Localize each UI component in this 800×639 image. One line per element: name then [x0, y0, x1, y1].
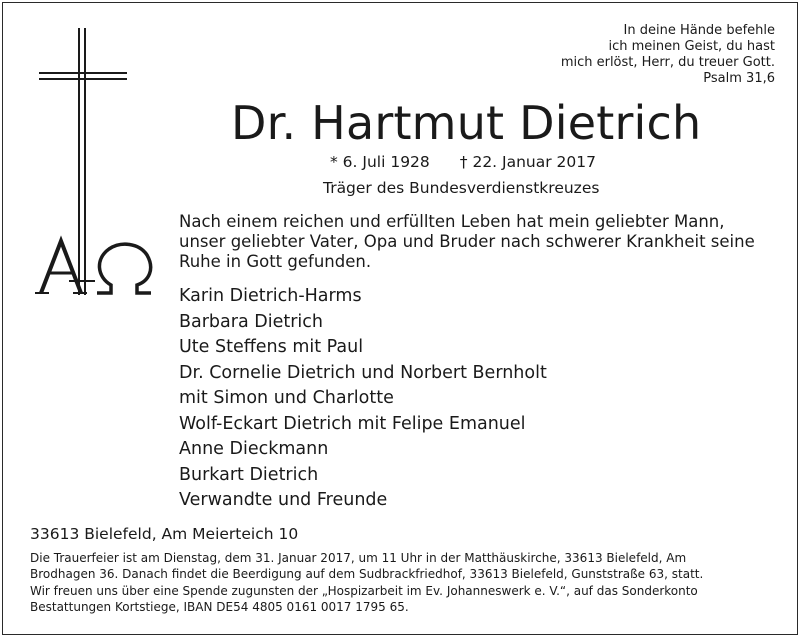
announcement-line: Nach einem reichen und erfüllten Leben hat mein geliebter Mann,: [179, 212, 725, 231]
death-date: † 22. Januar 2017: [459, 153, 596, 171]
award-line: Träger des Bundesverdienstkreuzes: [323, 179, 600, 197]
psalm-verse: [455, 23, 775, 87]
announcement-line: unser geliebter Vater, Opa und Bruder nach schwerer Krankheit seine: [179, 232, 755, 251]
announcement-line: Ruhe in Gott gefunden.: [179, 252, 372, 271]
verse-line: mich erlöst, Herr, du treuer Gott.: [560, 55, 775, 70]
deceased-name: Dr. Hartmut Dietrich: [231, 96, 702, 150]
family-address: 33613 Bielefeld, Am Meierteich 10: [30, 525, 299, 543]
verse-line: ich meinen Geist, du hast: [608, 39, 775, 54]
obituary-notice: [2, 2, 798, 635]
mourner-item: Ute Steffens mit Paul: [179, 337, 364, 357]
donation-line: Wir freuen uns über eine Spende zugunsten der „Hospizarbeit im Ev. Johanneswerk e. V.“, auf das Sonderkonto: [30, 584, 698, 598]
life-dates: [330, 152, 596, 172]
mourner-item: Verwandte und Freunde: [179, 490, 388, 510]
mourner-item: mit Simon und Charlotte: [179, 388, 394, 408]
donation-info: [30, 583, 782, 615]
verse-reference: Psalm 31,6: [703, 71, 775, 86]
funeral-line: Brodhagen 36. Danach findet die Beerdigung auf dem Sudbrackfriedhof, 33613 Bielefeld, Gunststraße 63, statt.: [30, 567, 704, 581]
verse-line: In deine Hände befehle: [623, 23, 775, 38]
mourner-item: Burkart Dietrich: [179, 464, 319, 485]
funeral-details: [30, 550, 782, 616]
funeral-line: Die Trauerfeier ist am Dienstag, dem 31. Januar 2017, um 11 Uhr in der Matthäuskirche, 33613 Bielefeld, Am: [30, 551, 687, 565]
mourners-list: [179, 284, 547, 514]
mourner-item: Wolf-Eckart Dietrich mit Felipe Emanuel: [179, 413, 526, 434]
donation-line: Bestattungen Kortstiege, IBAN DE54 4805 0161 0017 1795 65.: [30, 600, 409, 614]
mourner-item: Dr. Cornelie Dietrich und Norbert Bernholt: [179, 362, 547, 383]
mourner-item: Anne Dieckmann: [179, 439, 329, 459]
death-announcement: [179, 212, 785, 272]
mourner-item: Barbara Dietrich: [179, 311, 323, 332]
funeral-info: [30, 550, 782, 582]
birth-date: * 6. Juli 1928: [330, 153, 430, 171]
cross-alpha-omega-icon: [31, 23, 161, 313]
mourner-item: Karin Dietrich-Harms: [179, 286, 362, 306]
